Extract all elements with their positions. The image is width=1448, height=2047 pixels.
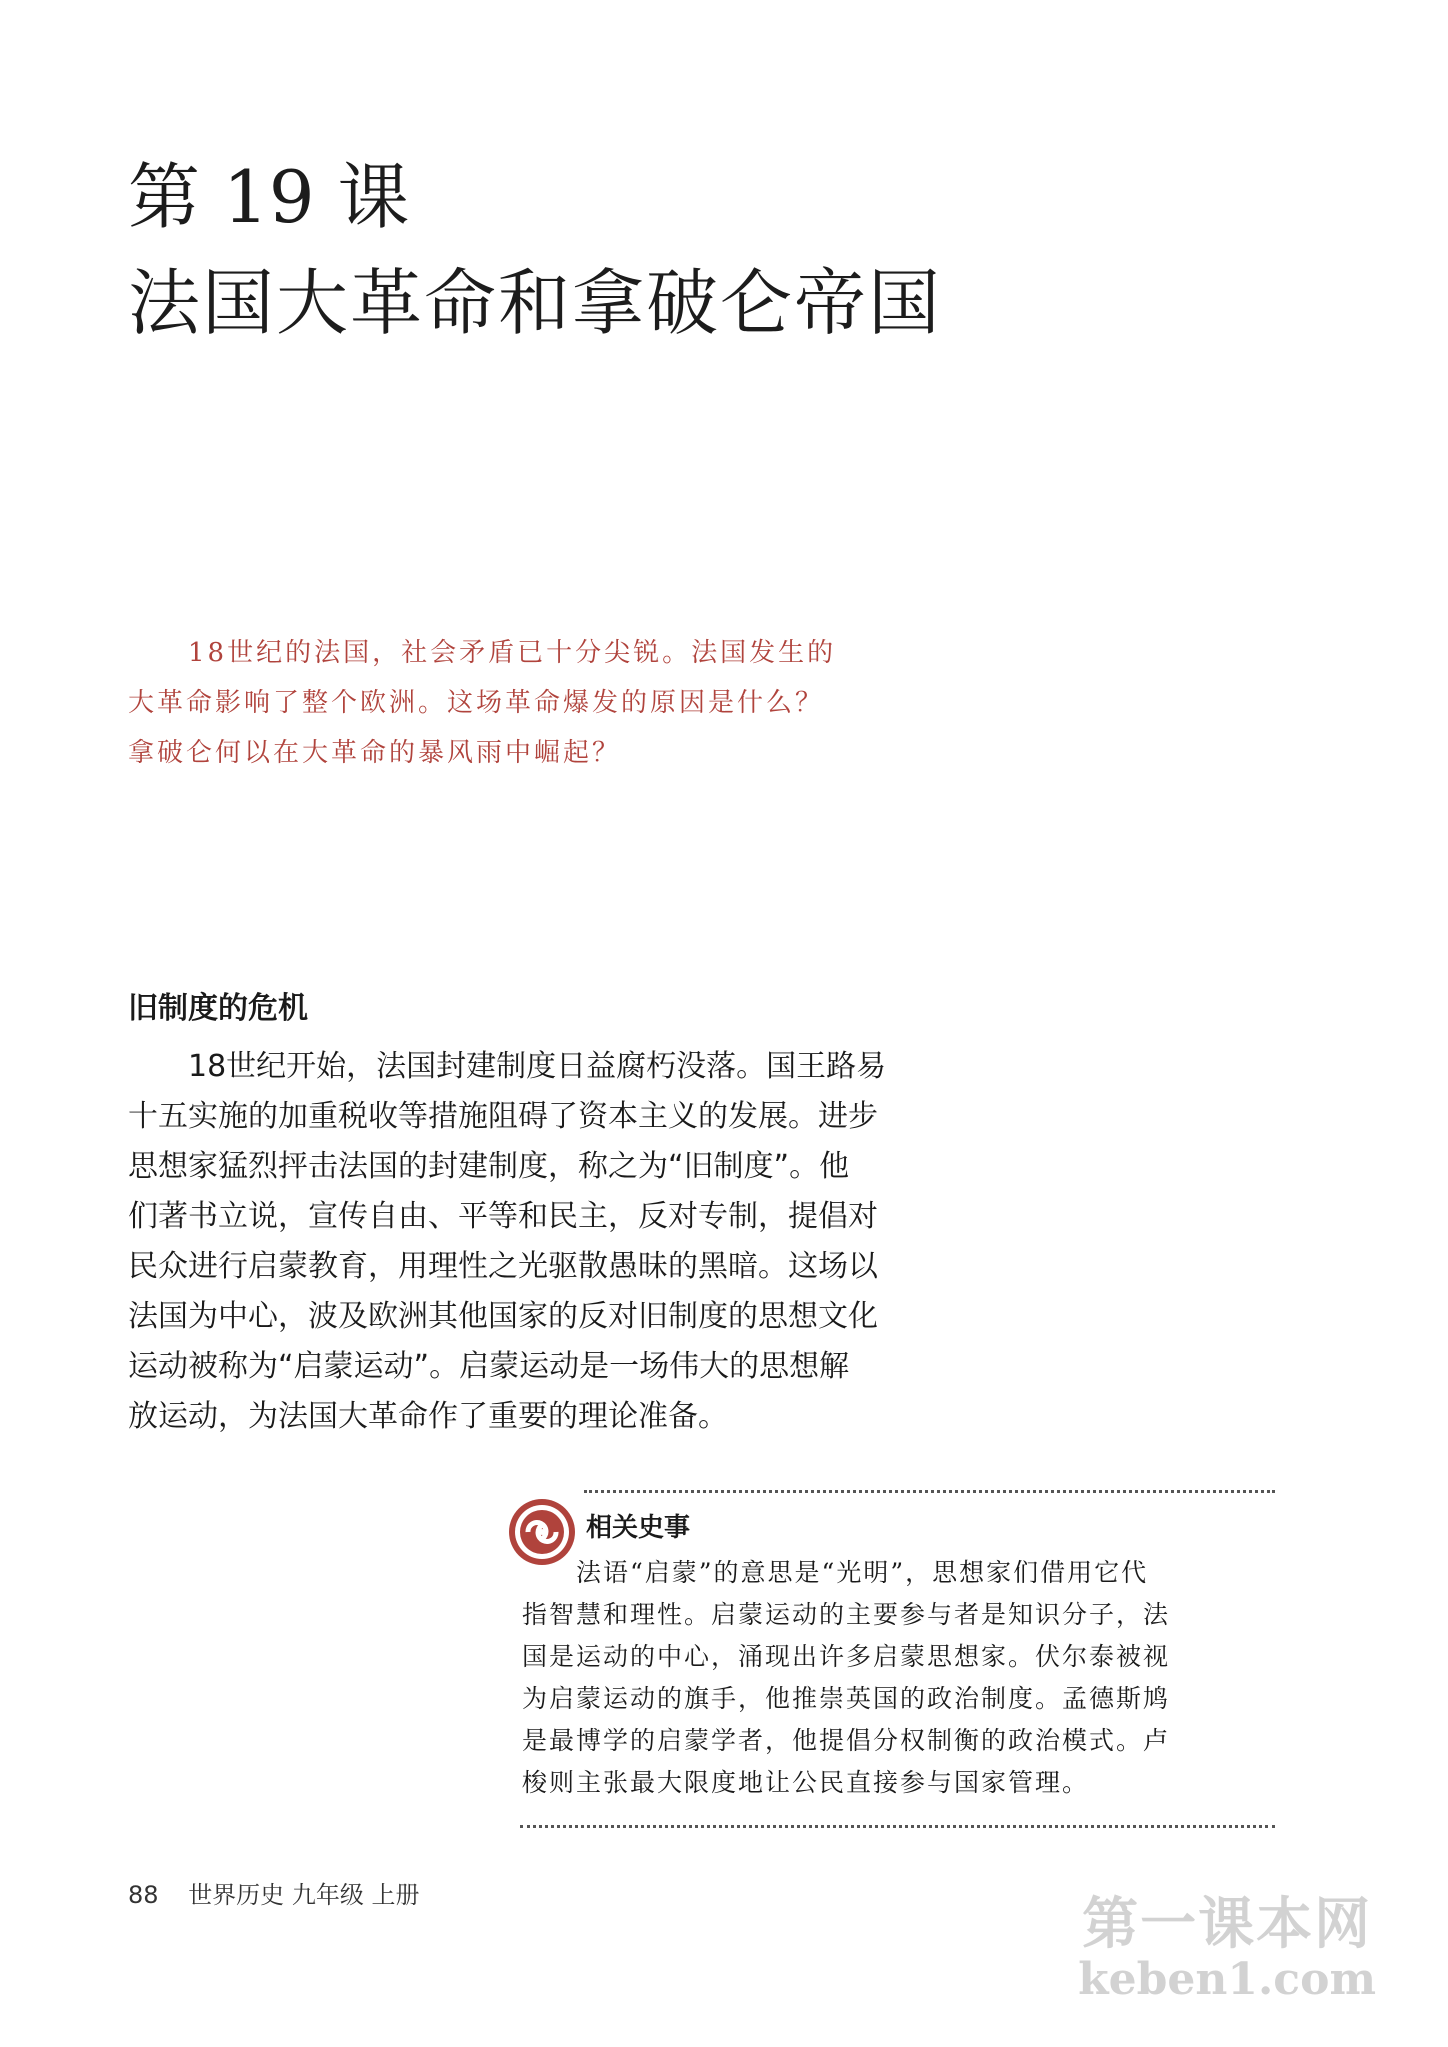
intro-line: 拿破仑何以在大革命的暴风雨中崛起？ [128, 738, 622, 768]
intro-line: 大革命影响了整个欧洲。这场革命爆发的原因是什么？ [128, 688, 825, 718]
book-title: 世界历史 九年级 上册 [188, 1881, 420, 1909]
sidebar-line: 是最博学的启蒙学者，他提倡分权制衡的政治模式。卢 [522, 1726, 1171, 1755]
body-line: 十五实施的加重税收等措施阻碍了资本主义的发展。进步 [128, 1099, 878, 1134]
related-history-box [520, 1490, 1275, 1828]
watermark [1078, 1893, 1376, 2005]
page-number: 88 [128, 1881, 159, 1909]
body-line: 思想家猛烈抨击法国的封建制度，称之为“旧制度”。他 [128, 1149, 850, 1184]
sidebar-line: 法语“启蒙”的意思是“光明”，思想家们借用它代 [576, 1558, 1149, 1587]
sidebar-line: 指智慧和理性。启蒙运动的主要参与者是知识分子，法 [522, 1600, 1171, 1629]
body-line: 们著书立说，宣传自由、平等和民主，反对专制，提倡对 [128, 1199, 878, 1234]
lesson-title: 法国大革命和拿破仑帝国 [128, 261, 943, 345]
body-line: 放运动，为法国大革命作了重要的理论准备。 [128, 1399, 728, 1434]
page-footer [128, 1878, 419, 1912]
body-line: 民众进行启蒙教育，用理性之光驱散愚昧的黑暗。这场以 [128, 1249, 878, 1284]
sidebar-line: 为启蒙运动的旗手，他推崇英国的政治制度。孟德斯鸠 [522, 1684, 1171, 1713]
body-line: 法国为中心，波及欧洲其他国家的反对旧制度的思想文化 [128, 1299, 878, 1334]
intro-line: 18世纪的法国，社会矛盾已十分尖锐。法国发生的 [188, 638, 837, 668]
section-body [128, 1042, 988, 1442]
related-history-title: 相关史事 [586, 1513, 691, 1543]
body-line: 运动被称为“启蒙运动”。启蒙运动是一场伟大的思想解 [128, 1349, 850, 1384]
watermark-line-2: keben1.com [1078, 1954, 1376, 2005]
sidebar-line: 国是运动的中心，涌现出许多启蒙思想家。伏尔泰被视 [522, 1642, 1171, 1671]
section-heading: 旧制度的危机 [128, 991, 308, 1026]
sidebar-line: 梭则主张最大限度地让公民直接参与国家管理。 [522, 1768, 1090, 1797]
related-history-text [522, 1552, 1277, 1804]
watermark-line-1: 第一课本网 [1082, 1891, 1373, 1957]
top-dotted-rule [584, 1490, 1275, 1493]
bottom-dotted-rule [520, 1825, 1275, 1828]
body-line: 18世纪开始，法国封建制度日益腐朽没落。国王路易 [188, 1049, 887, 1084]
lesson-number: 第 19 课 [128, 155, 410, 239]
intro-paragraph [128, 628, 908, 778]
